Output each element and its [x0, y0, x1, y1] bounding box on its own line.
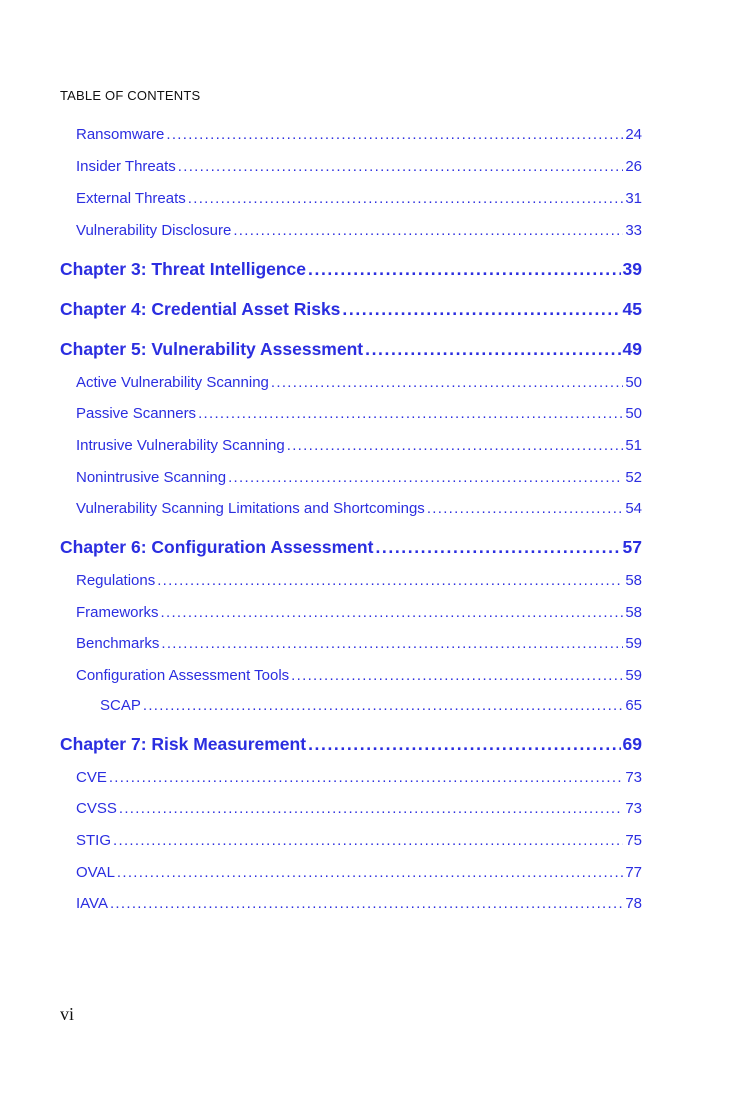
toc-entry-page: 33: [625, 222, 642, 239]
toc-entry-page: 54: [625, 500, 642, 517]
toc-entry-page: 75: [625, 832, 642, 849]
toc-chapter-page: 57: [622, 537, 642, 557]
toc-entry-label: Passive Scanners: [76, 405, 197, 422]
dot-leader: [157, 572, 623, 589]
toc-entry-label: External Threats: [76, 190, 186, 207]
toc-chapter-label: Chapter 5: Vulnerability Assessment: [60, 339, 364, 359]
toc-entry-label: Frameworks: [76, 604, 159, 621]
toc-chapter-3[interactable]: [60, 259, 642, 280]
dot-leader: [161, 604, 624, 621]
toc-entry-label: IAVA: [76, 895, 108, 912]
toc-entry-label: Regulations: [76, 572, 156, 589]
dot-leader: [117, 864, 623, 881]
toc-entry-page: 65: [625, 697, 642, 714]
dot-leader: [143, 697, 623, 714]
toc-chapter-label: Chapter 6: Configuration Assessment: [60, 537, 374, 557]
toc-entry-label: Active Vulnerability Scanning: [76, 374, 269, 391]
toc-entry-frameworks[interactable]: [76, 604, 642, 621]
dot-leader: [109, 769, 623, 786]
toc-entry-label: Intrusive Vulnerability Scanning: [76, 437, 285, 454]
toc-entry-iava[interactable]: [76, 895, 642, 912]
dot-leader: [365, 339, 620, 360]
dot-leader: [166, 126, 623, 143]
dot-leader: [188, 190, 624, 207]
toc-entry-external-threats[interactable]: [76, 190, 642, 207]
toc-chapter-7[interactable]: [60, 734, 642, 755]
toc-entry-label: Benchmarks: [76, 635, 160, 652]
toc-entry-label: Vulnerability Scanning Limitations and Shortcomings: [76, 500, 425, 517]
toc-entry-page: 58: [625, 572, 642, 589]
dot-leader: [375, 537, 620, 558]
toc-chapter-label: Chapter 3: Threat Intelligence: [60, 259, 307, 279]
toc-entry-vulnerability-disclosure[interactable]: [76, 222, 642, 239]
toc-entry-label: STIG: [76, 832, 112, 849]
toc-entry-label: Configuration Assessment Tools: [76, 667, 290, 684]
toc-entry-page: 59: [625, 667, 642, 684]
dot-leader: [110, 895, 623, 912]
dot-leader: [119, 800, 623, 817]
toc-entry-intrusive-vulnerability-scanning[interactable]: [76, 437, 642, 454]
dot-leader: [228, 469, 623, 486]
toc-entry-page: 50: [625, 405, 642, 422]
toc-chapter-page: 69: [622, 734, 642, 754]
toc-entry-label: OVAL: [76, 864, 115, 881]
toc-entry-label: Vulnerability Disclosure: [76, 222, 232, 239]
dot-leader: [178, 158, 624, 175]
toc-entry-cvss[interactable]: [76, 800, 642, 817]
toc-entry-page: 51: [625, 437, 642, 454]
toc-entry-nonintrusive-scanning[interactable]: [76, 469, 642, 486]
toc-chapter-page: 39: [622, 259, 642, 279]
toc-entry-page: 73: [625, 800, 642, 817]
toc-entry-label: CVSS: [76, 800, 117, 817]
dot-leader: [287, 437, 624, 454]
toc-entry-page: 50: [625, 374, 642, 391]
dot-leader: [342, 299, 620, 320]
toc-entry-label: Insider Threats: [76, 158, 176, 175]
toc-chapter-label: Chapter 7: Risk Measurement: [60, 734, 307, 754]
toc-entry-cve[interactable]: [76, 769, 642, 786]
dot-leader: [291, 667, 623, 684]
dot-leader: [308, 259, 621, 280]
toc-entry-page: 73: [625, 769, 642, 786]
dot-leader: [308, 734, 620, 755]
toc-entry-page: 78: [625, 895, 642, 912]
dot-leader: [233, 222, 623, 239]
toc-chapter-5[interactable]: [60, 339, 642, 360]
page-number-folio: vi: [60, 1004, 75, 1024]
dot-leader: [113, 832, 623, 849]
toc-entry-scanning-limitations[interactable]: [76, 500, 642, 517]
toc-entry-label: Ransomware: [76, 126, 165, 143]
running-head: TABLE OF CONTENTS: [60, 88, 201, 103]
toc-entry-benchmarks[interactable]: [76, 635, 642, 652]
toc-entry-scap[interactable]: [100, 697, 642, 714]
dot-leader: [198, 405, 623, 422]
toc-entry-page: 26: [625, 158, 642, 175]
toc-entry-page: 31: [625, 190, 642, 207]
dot-leader: [161, 635, 623, 652]
toc-entry-label: SCAP: [100, 697, 141, 714]
toc-entry-passive-scanners[interactable]: [76, 405, 642, 422]
toc-entry-page: 59: [625, 635, 642, 652]
toc-entry-label: Nonintrusive Scanning: [76, 469, 227, 486]
toc-entry-page: 58: [625, 604, 642, 621]
toc-entry-regulations[interactable]: [76, 572, 642, 589]
toc-entry-page: 52: [625, 469, 642, 486]
toc-entry-oval[interactable]: [76, 864, 642, 881]
toc-entry-insider-threats[interactable]: [76, 158, 642, 175]
dot-leader: [271, 374, 623, 391]
toc-entry-stig[interactable]: [76, 832, 642, 849]
toc-chapter-page: 45: [622, 299, 642, 319]
toc-chapter-4[interactable]: [60, 299, 642, 320]
toc-entry-configuration-assessment-tools[interactable]: [76, 667, 642, 684]
toc-chapter-label: Chapter 4: Credential Asset Risks: [60, 299, 341, 319]
toc-chapter-page: 49: [622, 339, 642, 359]
toc-chapter-6[interactable]: [60, 537, 642, 558]
toc-entry-active-vulnerability-scanning[interactable]: [76, 374, 642, 391]
toc-entry-label: CVE: [76, 769, 107, 786]
dot-leader: [427, 500, 624, 517]
toc-entry-ransomware[interactable]: [76, 126, 642, 143]
toc-entry-page: 24: [625, 126, 642, 143]
toc-entry-page: 77: [625, 864, 642, 881]
